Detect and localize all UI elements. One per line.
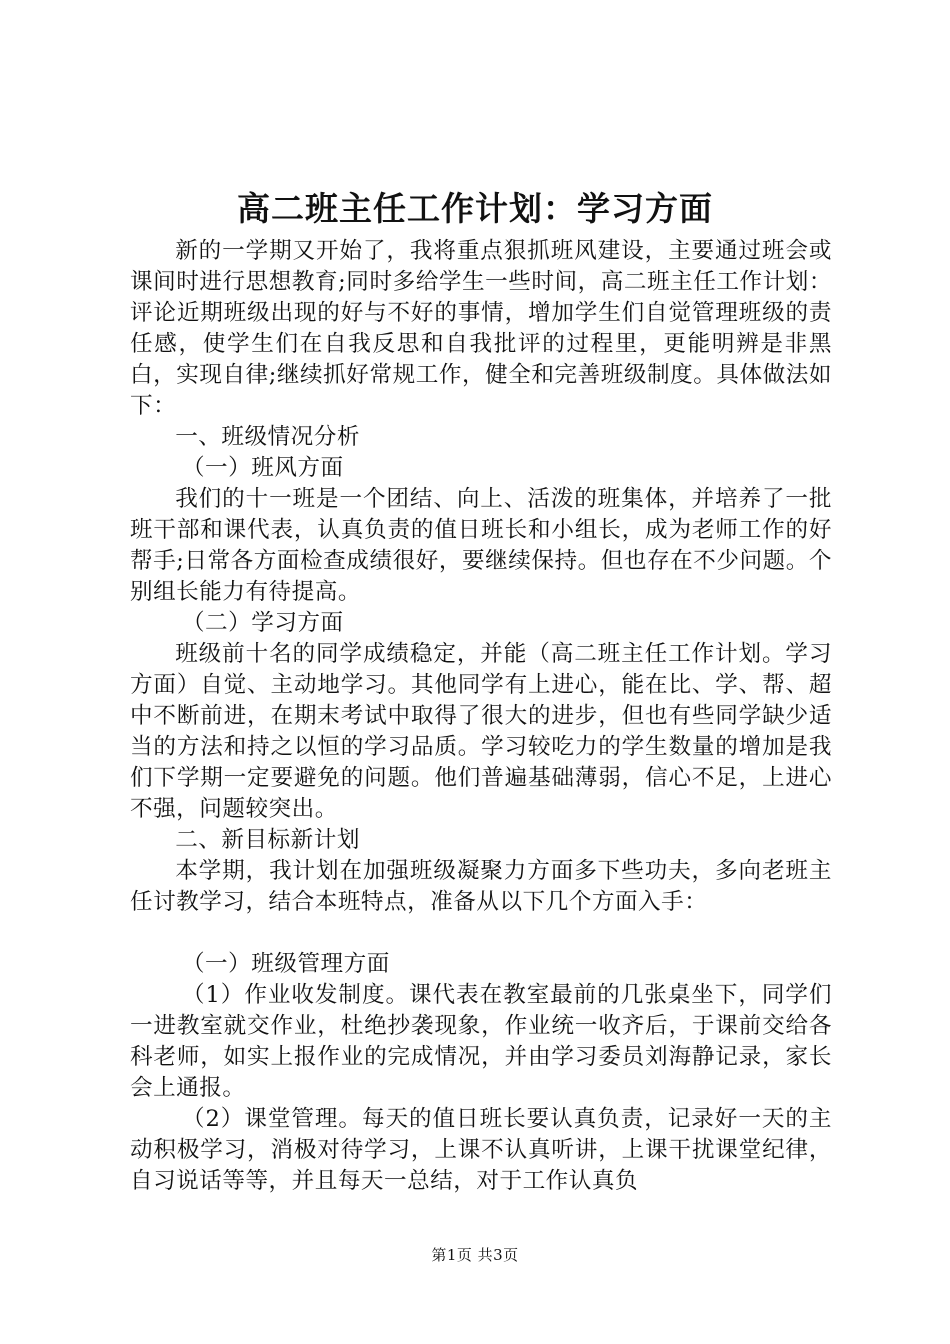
body-paragraph: 新的一学期又开始了，我将重点狠抓班风建设，主要通过班会或课间时进行思想教育;同时多给学生一些时间，高二班主任工作计划：评论近期班级出现的好与不好的事情，增加学生们自觉管理班级的责任感，使学生们在自我反思和自我批评的过程里，更能明辨是非黑白，实现自律;继续抓好常规工作，健全和完善班级制度。具体做法如下： <box>130 238 832 419</box>
document-title: 高二班主任工作计划：学习方面 <box>237 189 713 228</box>
section-heading: 一、班级情况分析 <box>175 424 360 450</box>
page-footer: 第1页 共3页 <box>431 1246 519 1264</box>
section-heading: （1）作业收发制度。课代表在教室最前的几张桌坐下，同学们一进教室就交作业，杜绝抄袭现象，作业统一收齐后，于课前交给各科老师，如实上报作业的完成情况，并由学习委员刘海静记录，家长会上通报。 <box>130 982 832 1101</box>
body-paragraph: 班级前十名的同学成绩稳定，并能（高二班主任工作计划。学习方面）自觉、主动地学习。其他同学有上进心，能在比、学、帮、超中不断前进，在期末考试中取得了很大的进步，但也有些同学缺少适当的方法和持之以恒的学习品质。学习较吃力的学生数量的增加是我们下学期一定要避免的问题。他们普遍基础薄弱，信心不足，上进心不强，问题较突出。 <box>130 641 832 822</box>
section-heading: 二、新目标新计划 <box>175 827 360 853</box>
section-heading: （一）班风方面 <box>181 455 344 481</box>
body-paragraph: 我们的十一班是一个团结、向上、活泼的班集体，并培养了一批班干部和课代表，认真负责的值日班长和小组长，成为老师工作的好帮手;日常各方面检查成绩很好，要继续保持。但也存在不少问题。个别组长能力有待提高。 <box>130 486 832 605</box>
section-heading: （2）课堂管理。每天的值日班长要认真负责，记录好一天的主动积极学习，消极对待学习，上课不认真听讲，上课干扰课堂纪律，自习说话等等，并且每天一总结，对于工作认真负 <box>130 1106 832 1194</box>
paragraph-gap <box>130 918 832 949</box>
body-paragraph: 本学期，我计划在加强班级凝聚力方面多下些功夫，多向老班主任讨教学习，结合本班特点，准备从以下几个方面入手： <box>130 858 832 915</box>
document-body <box>130 236 832 1197</box>
section-heading: （一）班级管理方面 <box>181 951 390 977</box>
section-heading: （二）学习方面 <box>181 610 344 636</box>
